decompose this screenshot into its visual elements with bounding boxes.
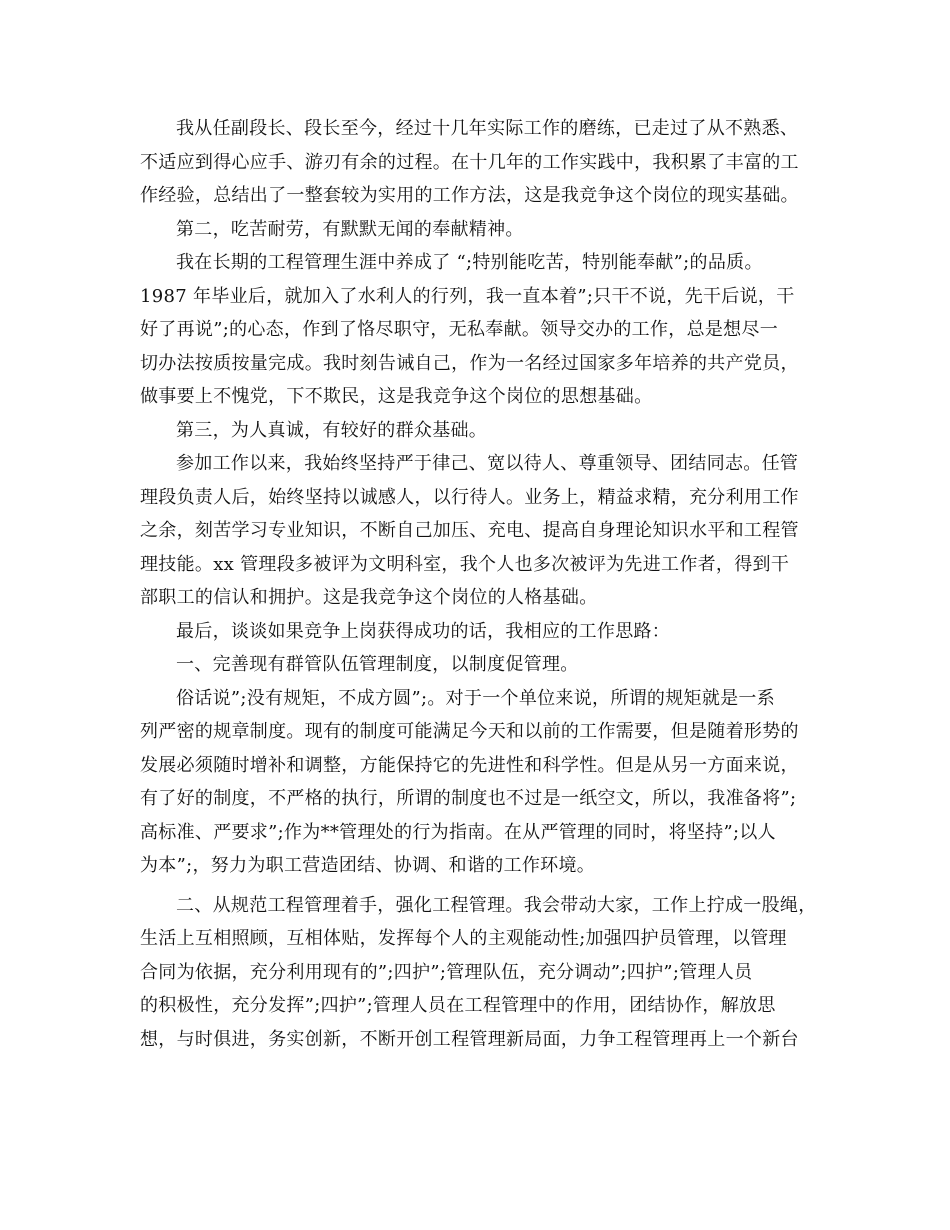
paragraph-heading-third xyxy=(140,414,830,448)
text-line: 作经验，总结出了一整套较为实用的工作方法，这是我竞争这个岗位的现实基础。 xyxy=(140,185,799,206)
document-page xyxy=(140,112,830,1056)
text-line: 列严密的规章制度。现有的制度可能满足今天和以前的工作需要，但是随着形势的 xyxy=(140,721,799,742)
text-line: 切办法按质按量完成。我时刻告诫自己，作为一名经过国家多年培养的共产党员， xyxy=(140,352,799,374)
paragraph-engineering xyxy=(140,889,830,1057)
text-line: 部职工的信认和拥护。这是我竞争这个岗位的人格基础。 xyxy=(140,587,598,608)
text-line: 我从任副段长、段长至今，经过十几年实际工作的磨练，已走过了从不熟悉、 xyxy=(176,118,799,139)
text-line: 为本”;，努力为职工营造团结、协调、和谐的工作环境。 xyxy=(140,855,596,876)
section-heading: 最后，谈谈如果竞争上岗获得成功的话，我相应的工作思路： xyxy=(176,620,671,642)
section-heading: 第二，吃苦耐劳，有默默无闻的奉献精神。 xyxy=(176,218,524,240)
paragraph-experience xyxy=(140,112,830,213)
section-heading: 一、完善现有群管队伍管理制度，以制度促管理。 xyxy=(176,654,579,675)
text-line: 理段负责人后，始终坚持以诚感人，以行待人。业务上，精益求精，充分利用工作 xyxy=(140,486,799,508)
paragraph-heading-one xyxy=(140,648,830,682)
paragraph-heading-finally xyxy=(140,615,830,649)
text-line: 想，与时俱进，务实创新，不断开创工程管理新局面，力争工程管理再上一个新台 xyxy=(140,1028,799,1050)
paragraph-rules xyxy=(140,682,830,883)
text-line: 1987 年毕业后，就加入了水利人的行列，我一直本着”;只干不说，先干后说，干 xyxy=(140,285,795,307)
text-line: 理技能。xx 管理段多被评为文明科室，我个人也多次被评为先进工作者，得到干 xyxy=(140,553,790,575)
text-line: 我在长期的工程管理生涯中养成了 “;特别能吃苦，特别能奉献”;的品质。 xyxy=(176,252,763,273)
text-line: 发展必须随时增补和调整，方能保持它的先进性和科学性。但是从另一方面来说， xyxy=(140,754,799,776)
text-line: 参加工作以来，我始终坚持严于律己、宽以待人、尊重领导、团结同志。任管 xyxy=(176,453,799,474)
paragraph-heading-second xyxy=(140,213,830,247)
text-line: 高标准、严要求”;作为**管理处的行为指南。在从严管理的同时，将坚持”;以人 xyxy=(140,821,776,843)
section-heading: 第三，为人真诚，有较好的群众基础。 xyxy=(176,419,488,441)
text-line: 好了再说”;的心态，作到了恪尽职守，无私奉献。领导交办的工作，总是想尽一 xyxy=(140,319,779,340)
text-line: 合同为依据，充分利用现有的”;四护”;管理队伍，充分调动”;四护”;管理人员 xyxy=(140,961,753,983)
text-line: 不适应到得心应手、游刃有余的过程。在十几年的工作实践中，我积累了丰富的工 xyxy=(140,151,799,173)
text-line: 做事要上不愧党，下不欺民，这是我竞争这个岗位的思想基础。 xyxy=(140,386,653,407)
paragraph-dedication xyxy=(140,246,830,414)
text-line: 的积极性，充分发挥”;四护”;管理人员在工程管理中的作用，团结协作，解放思 xyxy=(140,995,776,1016)
text-line: 之余，刻苦学习专业知识，不断自己加压、充电、提高自身理论知识水平和工程管 xyxy=(140,520,799,541)
text-line: 二、从规范工程管理着手，强化工程管理。我会带动大家，工作上拧成一股绳， xyxy=(176,894,817,916)
text-line: 俗话说”;没有规矩，不成方圆”;。对于一个单位来说，所谓的规矩就是一系 xyxy=(176,687,776,709)
text-line: 生活上互相照顾，互相体贴，发挥每个人的主观能动性;加强四护员管理，以管理 xyxy=(140,928,787,949)
paragraph-integrity xyxy=(140,447,830,615)
text-line: 有了好的制度，不严格的执行，所谓的制度也不过是一纸空文，所以，我准备将”; xyxy=(140,788,797,809)
